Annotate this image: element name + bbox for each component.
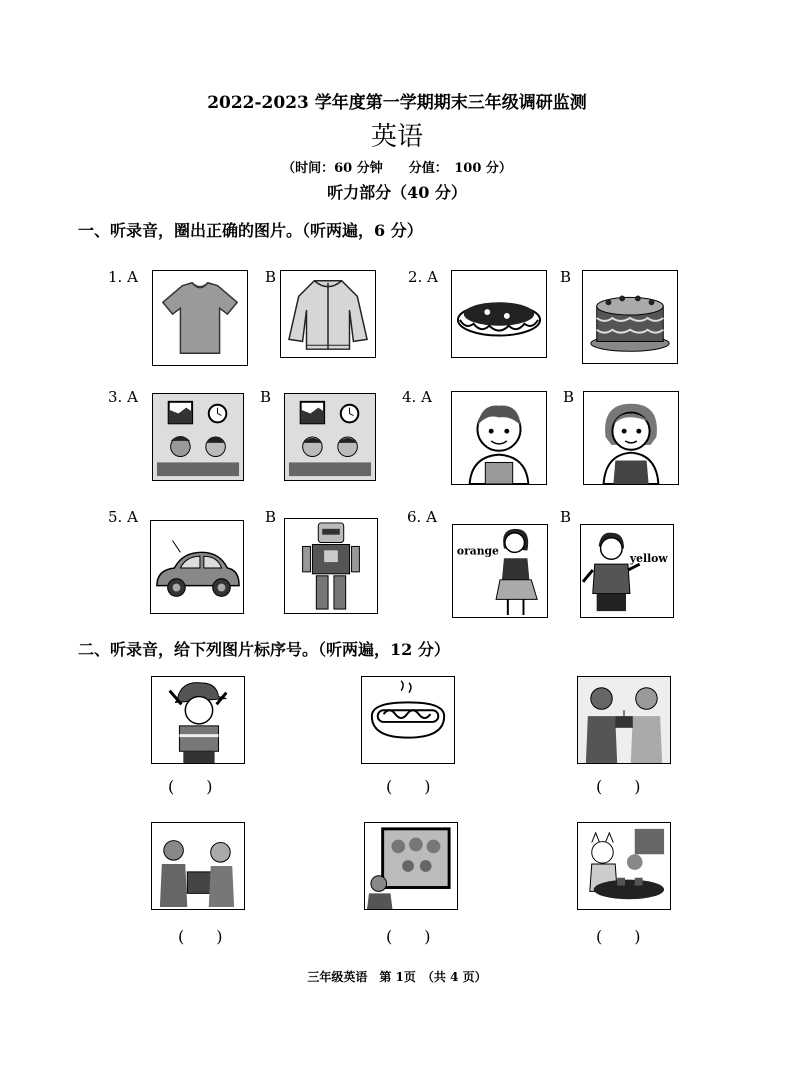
boy-yellow-icon [581, 525, 673, 617]
q4-option-b-girl-image[interactable] [583, 391, 679, 485]
q5-number: 5. A [108, 508, 138, 526]
s2-answer-paren-1[interactable]: ( ) [168, 777, 213, 796]
s2-answer-paren-6[interactable]: ( ) [596, 927, 641, 946]
jacket-icon [281, 271, 375, 357]
s2-image-boy-cap [151, 676, 245, 764]
q4-number: 4. A [402, 388, 432, 406]
s2-image-animals-party [577, 822, 671, 910]
family-photo-icon [365, 823, 457, 909]
q5-option-b-robot-image[interactable] [284, 518, 378, 614]
q3-number: 3. A [108, 388, 138, 406]
girl-icon [584, 392, 678, 484]
q6-number: 6. A [407, 508, 437, 526]
exam-meta: （时间：60 分钟 分值： 100 分） [282, 161, 512, 176]
q4-option-b-label: B [563, 388, 575, 406]
q2-option-a-pie-image[interactable] [451, 270, 547, 358]
q1-option-a-tshirt-image[interactable] [152, 270, 248, 366]
orange-label: orange [456, 544, 499, 558]
robot-icon [285, 519, 377, 613]
q3-option-a-classroom-image[interactable] [152, 393, 244, 481]
s2-answer-paren-3[interactable]: ( ) [596, 777, 641, 796]
s2-answer-paren-2[interactable]: ( ) [386, 777, 431, 796]
s2-image-family-photo [364, 822, 458, 910]
page-footer: 三年级英语 第 1页 （共 4 页） [307, 970, 487, 984]
boy-cap-icon [152, 677, 244, 763]
q6-option-b-label: B [560, 508, 572, 526]
q2-option-b-cake-image[interactable] [582, 270, 678, 364]
pie-icon [452, 271, 546, 357]
car-icon [151, 521, 243, 613]
children-gift-icon [152, 823, 244, 909]
subject-title: 英语 [370, 122, 423, 152]
q1-option-b-label: B [265, 268, 277, 286]
s2-answer-paren-5[interactable]: ( ) [386, 927, 431, 946]
q2-number: 2. A [408, 268, 438, 286]
listening-part-title: 听力部分（40 分） [327, 183, 467, 202]
classroom-icon [285, 394, 375, 480]
q5-option-b-label: B [265, 508, 277, 526]
hot-dog-icon [362, 677, 454, 763]
s2-answer-paren-4[interactable]: ( ) [178, 927, 223, 946]
section1-heading: 一、听录音，圈出正确的图片。（听两遍，6 分） [78, 221, 423, 240]
tshirt-icon [153, 271, 247, 365]
page-title: 2022-2023 学年度第一学期期末三年级调研监测 [207, 93, 587, 113]
s2-image-cake-party [577, 676, 671, 764]
q6-option-b-boy-yellow-image[interactable] [580, 524, 674, 618]
cake-icon [583, 271, 677, 363]
q6-option-a-girl-orange-image[interactable] [452, 524, 548, 618]
animals-party-icon [578, 823, 670, 909]
s2-image-hot-dog [361, 676, 455, 764]
q5-option-a-car-image[interactable] [150, 520, 244, 614]
q1-option-b-jacket-image[interactable] [280, 270, 376, 358]
q1-number: 1. A [108, 268, 138, 286]
yellow-label: yellow [629, 552, 668, 566]
boy-icon [452, 392, 546, 484]
q2-option-b-label: B [560, 268, 572, 286]
q3-option-b-label: B [260, 388, 272, 406]
section2-heading: 二、听录音，给下列图片标序号。（听两遍，12 分） [78, 640, 450, 659]
classroom-icon [153, 394, 243, 480]
s2-image-children-gift [151, 822, 245, 910]
q3-option-b-classroom-image[interactable] [284, 393, 376, 481]
q4-option-a-boy-image[interactable] [451, 391, 547, 485]
girl-orange-icon [453, 525, 547, 617]
cake-party-icon [578, 677, 670, 763]
